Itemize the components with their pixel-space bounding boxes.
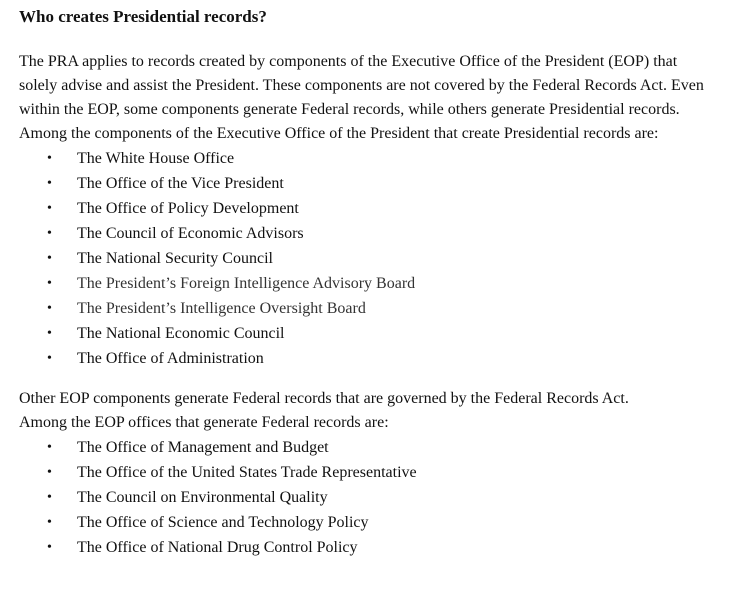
presidential-components-list [19,146,738,371]
list-item: • The President’s Intelligence Oversight Board [19,296,738,321]
list-item: • The Office of the United States Trade Representative [19,460,738,485]
list-item: • The Office of the Vice President [19,171,738,196]
bullet-icon: • [47,515,52,530]
bullet-icon: • [47,490,52,505]
bullet-icon: • [47,151,52,166]
list-item: • The National Security Council [19,246,738,271]
federal-intro-paragraph [19,387,738,435]
list-item: • The Office of National Drug Control Policy [19,535,738,560]
list-item: • The Office of Management and Budget [19,435,738,460]
bullet-icon: • [47,351,52,366]
list-item: • The Council of Economic Advisors [19,221,738,246]
list-item: • The Office of Science and Technology Policy [19,510,738,535]
list-item: • The White House Office [19,146,738,171]
list-item: • The Council on Environmental Quality [19,485,738,510]
bullet-icon: • [47,226,52,241]
bullet-icon: • [47,301,52,316]
list-item: • The Office of Policy Development [19,196,738,221]
federal-intro-line: Among the EOP offices that generate Federal records are: [19,414,389,431]
bullet-icon: • [47,251,52,266]
bullet-icon: • [47,201,52,216]
federal-intro-line: Other EOP components generate Federal records that are governed by the Federal Records Act. [19,390,629,407]
bullet-icon: • [47,465,52,480]
bullet-icon: • [47,440,52,455]
bullet-icon: • [47,326,52,341]
intro-line: Among the components of the Executive Office of the President that create Presidential records are: [19,125,659,142]
page-title: Who creates Presidential records? [19,7,267,26]
bullet-icon: • [47,540,52,555]
intro-line: within the EOP, some components generate Federal records, while others generate Presidential records. [19,101,680,118]
list-item: • The National Economic Council [19,321,738,346]
intro-line: solely advise and assist the President. These components are not covered by the Federal Records Act. Even [19,77,704,94]
intro-paragraph [19,50,738,146]
federal-components-list [19,435,738,560]
list-item: • The President’s Foreign Intelligence Advisory Board [19,271,738,296]
bullet-icon: • [47,276,52,291]
intro-line: The PRA applies to records created by components of the Executive Office of the President (EOP) that [19,53,678,70]
list-item: • The Office of Administration [19,346,738,371]
bullet-icon: • [47,176,52,191]
